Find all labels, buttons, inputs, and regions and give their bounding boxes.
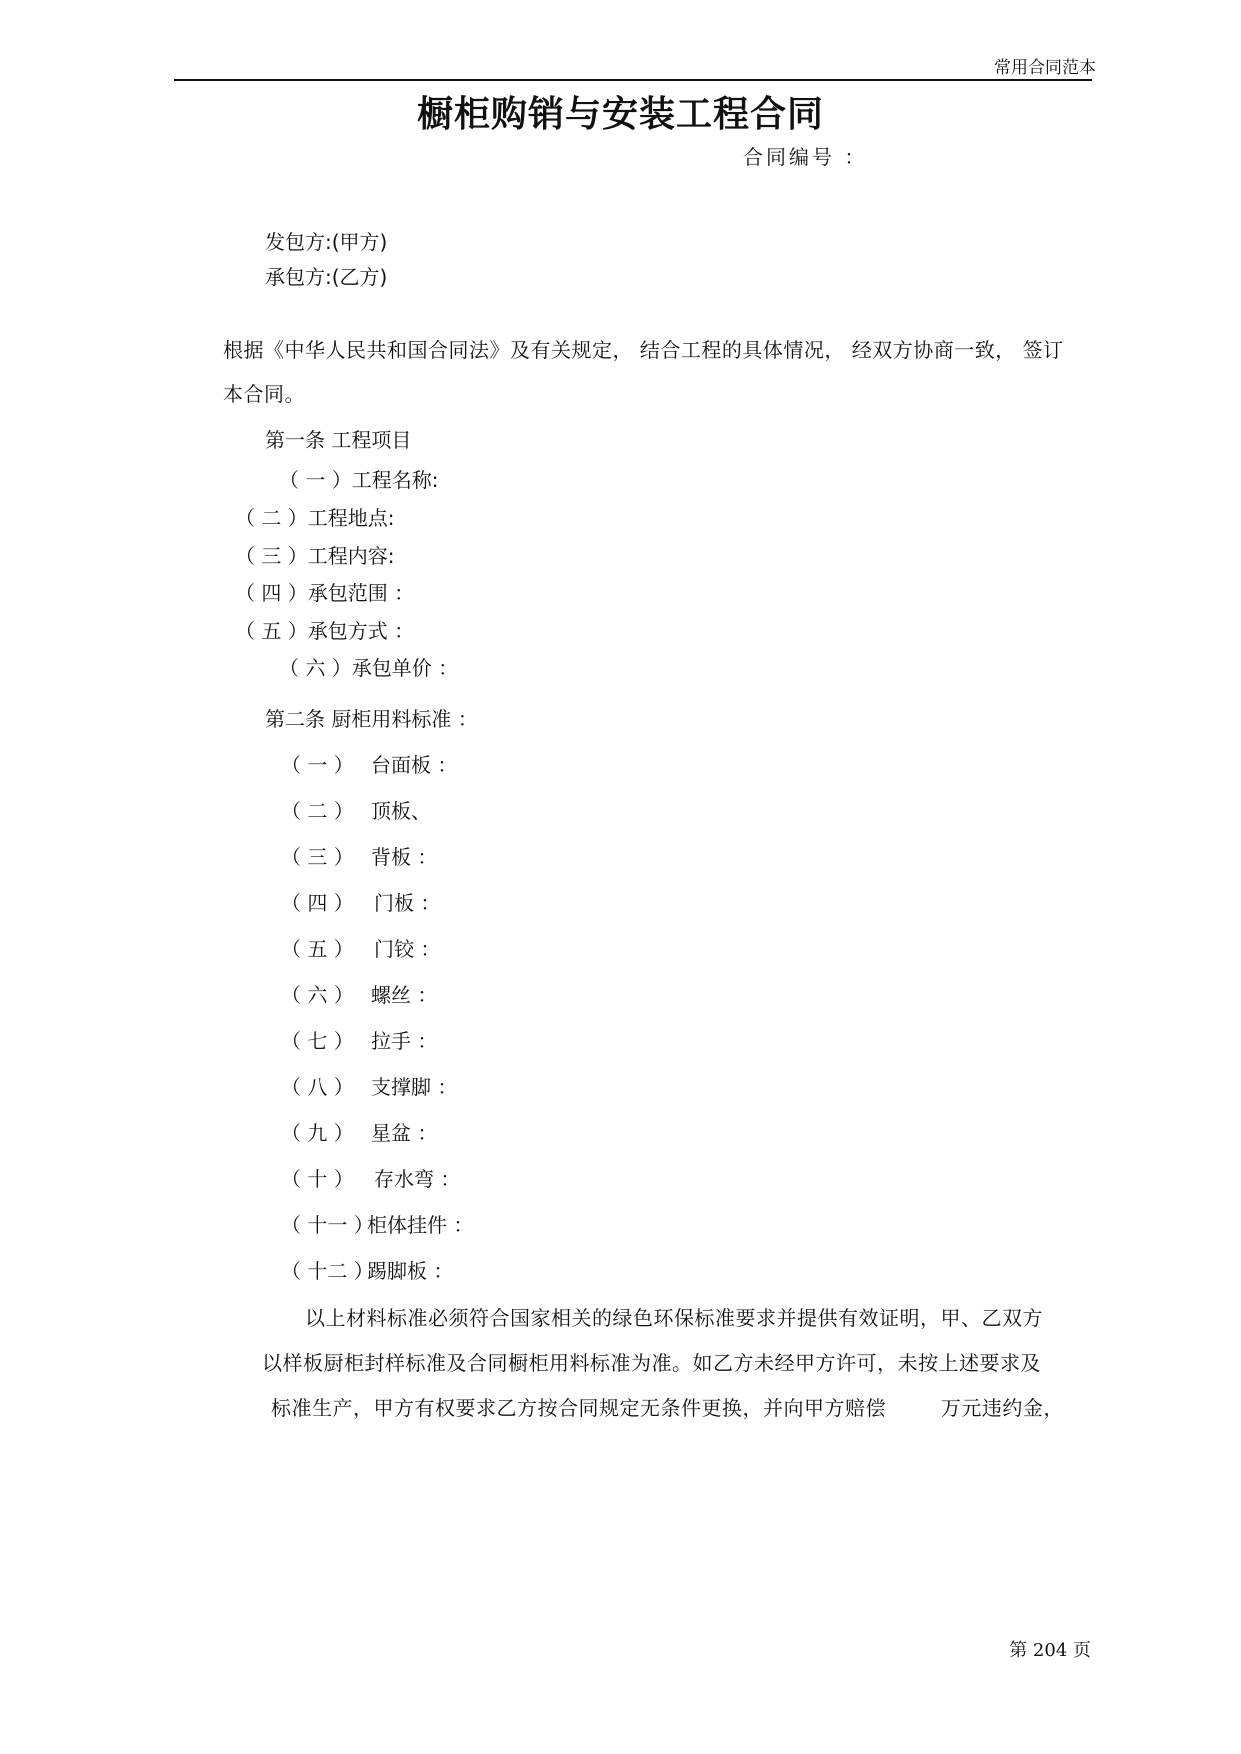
material-item-text: 螺丝 ：: [371, 983, 438, 1007]
material-item: [281, 749, 457, 778]
document-title: 橱柜购销与安装工程合同: [416, 94, 824, 135]
material-item-mark: （ 八 ）: [281, 1075, 354, 1099]
closing-paragraph-line-3: 标准生产，甲方有权要求乙方按合同规定无条件更换，并向甲方赔偿 万元违约金，: [271, 1396, 1064, 1420]
article-1-item: （ 三 ）工程内容:: [235, 544, 395, 568]
material-item-text: 顶板、: [371, 799, 431, 823]
material-item-mark: （ 四 ）: [281, 891, 354, 915]
material-item-text: 支撑脚 ：: [371, 1075, 458, 1099]
preamble-line-2: 本合同。: [223, 382, 305, 406]
contract-number-label: 合同编号 ：: [743, 145, 868, 169]
material-item-mark: （ 二 ）: [281, 799, 354, 823]
material-item: [281, 979, 437, 1008]
material-item-mark: （ 九 ）: [281, 1121, 354, 1145]
material-item: [281, 1255, 453, 1284]
party-b: 承包方:(乙方): [265, 265, 388, 289]
header-label: 常用合同范本: [994, 58, 1096, 78]
article-1-item: （ 五 ）承包方式 ：: [235, 619, 415, 643]
closing-paragraph-line-2: 以样板厨柜封样标准及合同橱柜用料标准为准。如乙方未经甲方许可，未按上述要求及: [262, 1351, 1041, 1375]
material-item-mark: （ 十一 ）: [281, 1213, 374, 1237]
material-item: [281, 1209, 473, 1238]
material-item-mark: （ 五 ）: [281, 937, 354, 961]
page-number: 第 204 页: [1009, 1640, 1091, 1661]
material-item: [281, 1117, 437, 1146]
material-item: [281, 841, 437, 870]
material-item-text: 门铰 ：: [374, 937, 441, 961]
party-a: 发包方:(甲方): [265, 230, 388, 254]
material-item: [281, 795, 431, 824]
material-item: [281, 887, 440, 916]
material-item: [281, 1071, 457, 1100]
material-item-text: 存水弯 ：: [374, 1167, 461, 1191]
material-item: [281, 1025, 437, 1054]
material-item-text: 柜体挂件 ：: [367, 1213, 474, 1237]
material-item-text: 拉手 ：: [371, 1029, 438, 1053]
material-item-text: 背板 ：: [371, 845, 438, 869]
material-item-mark: （ 七 ）: [281, 1029, 354, 1053]
closing-paragraph-line-1: 以上材料标准必须符合国家相关的绿色环保标准要求并提供有效证明，甲、乙双方: [305, 1306, 1043, 1330]
material-item-text: 门板 ：: [374, 891, 441, 915]
material-item: [281, 1163, 460, 1192]
material-item-mark: （ 十二 ）: [281, 1259, 374, 1283]
article-1-item: （ 四 ）承包范围 ：: [235, 581, 415, 605]
material-item-text: 台面板 ：: [371, 753, 458, 777]
material-item-text: 星盆 ：: [371, 1121, 438, 1145]
material-item-mark: （ 三 ）: [281, 845, 354, 869]
article-1-item: （ 二 ）工程地点:: [235, 506, 395, 530]
material-item-mark: （ 十 ）: [281, 1167, 354, 1191]
article-1-heading: 第一条 工程项目: [265, 428, 412, 452]
material-item-text: 踢脚板 ：: [367, 1259, 454, 1283]
article-2-heading: 第二条 厨柜用料标准 ：: [265, 707, 478, 731]
preamble-line-1: 根据《中华人民共和国合同法》及有关规定， 结合工程的具体情况， 经双方协商一致， 签订: [223, 338, 1064, 362]
material-item-mark: （ 一 ）: [281, 753, 354, 777]
article-1-item: （ 一 ）工程名称:: [279, 468, 439, 492]
header-divider: [174, 79, 1092, 81]
material-item-mark: （ 六 ）: [281, 983, 354, 1007]
material-item: [281, 933, 440, 962]
article-1-item: （ 六 ）承包单价 ：: [279, 656, 459, 680]
